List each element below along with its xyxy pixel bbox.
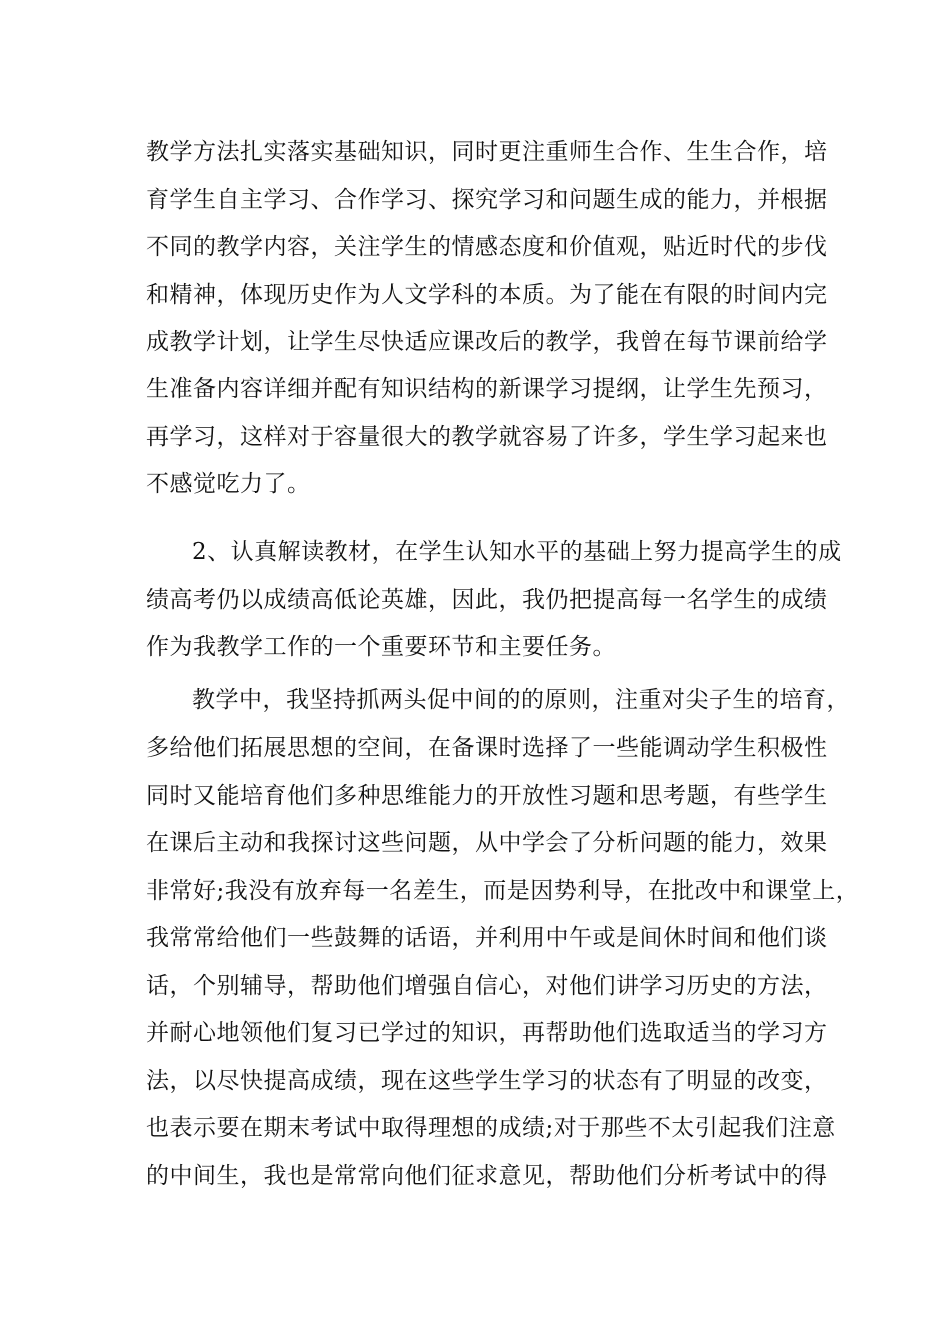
text-line: 并耐心地领他们复习已学过的知识，再帮助他们选取适当的学习方	[146, 1020, 828, 1046]
text-line: 非常好;我没有放弃每一名差生，而是因势利导，在批改中和课堂上，	[146, 878, 860, 904]
text-line: 不同的教学内容，关注学生的情感态度和价值观，贴近时代的步伐	[146, 234, 828, 260]
text-line: 再学习，这样对于容量很大的教学就容易了许多，学生学习起来也	[146, 424, 828, 450]
text-line: 作为我教学工作的一个重要环节和主要任务。	[146, 634, 616, 660]
text-line: 教学中，我坚持抓两头促中间的的原则，注重对尖子生的培育，	[192, 687, 850, 713]
text-line: 多给他们拓展思想的空间，在备课时选择了一些能调动学生积极性	[146, 735, 828, 761]
text-line: 话，个别辅导，帮助他们增强自信心，对他们讲学习历史的方法，	[146, 973, 828, 999]
text-line: 法，以尽快提高成绩，现在这些学生学习的状态有了明显的改变，	[146, 1068, 828, 1094]
text-line: 在课后主动和我探讨这些问题，从中学会了分析问题的能力，效果	[146, 830, 828, 856]
text-line: 的中间生，我也是常常向他们征求意见，帮助他们分析考试中的得	[146, 1163, 828, 1189]
text-line: 和精神，体现历史作为人文学科的本质。为了能在有限的时间内完	[146, 282, 828, 308]
text-line: 同时又能培育他们多种思维能力的开放性习题和思考题，有些学生	[146, 783, 828, 809]
text-line: 也表示要在期末考试中取得理想的成绩;对于那些不太引起我们注意	[146, 1115, 836, 1141]
text-line: 不感觉吃力了。	[146, 471, 311, 497]
text-line: 教学方法扎实落实基础知识，同时更注重师生合作、生生合作，培	[146, 139, 828, 165]
text-line: 成教学计划，让学生尽快适应课改后的教学，我曾在每节课前给学	[146, 329, 828, 355]
text-line: 育学生自主学习、合作学习、探究学习和问题生成的能力，并根据	[146, 187, 828, 213]
text-line: 我常常给他们一些鼓舞的话语，并利用中午或是间休时间和他们谈	[146, 925, 828, 951]
text-line: 生准备内容详细并配有知识结构的新课学习提纲，让学生先预习，	[146, 376, 828, 402]
text-line: 绩高考仍以成绩高低论英雄，因此，我仍把提高每一名学生的成绩	[146, 587, 828, 613]
text-line: 2、认真解读教材，在学生认知水平的基础上努力提高学生的成	[192, 539, 842, 565]
